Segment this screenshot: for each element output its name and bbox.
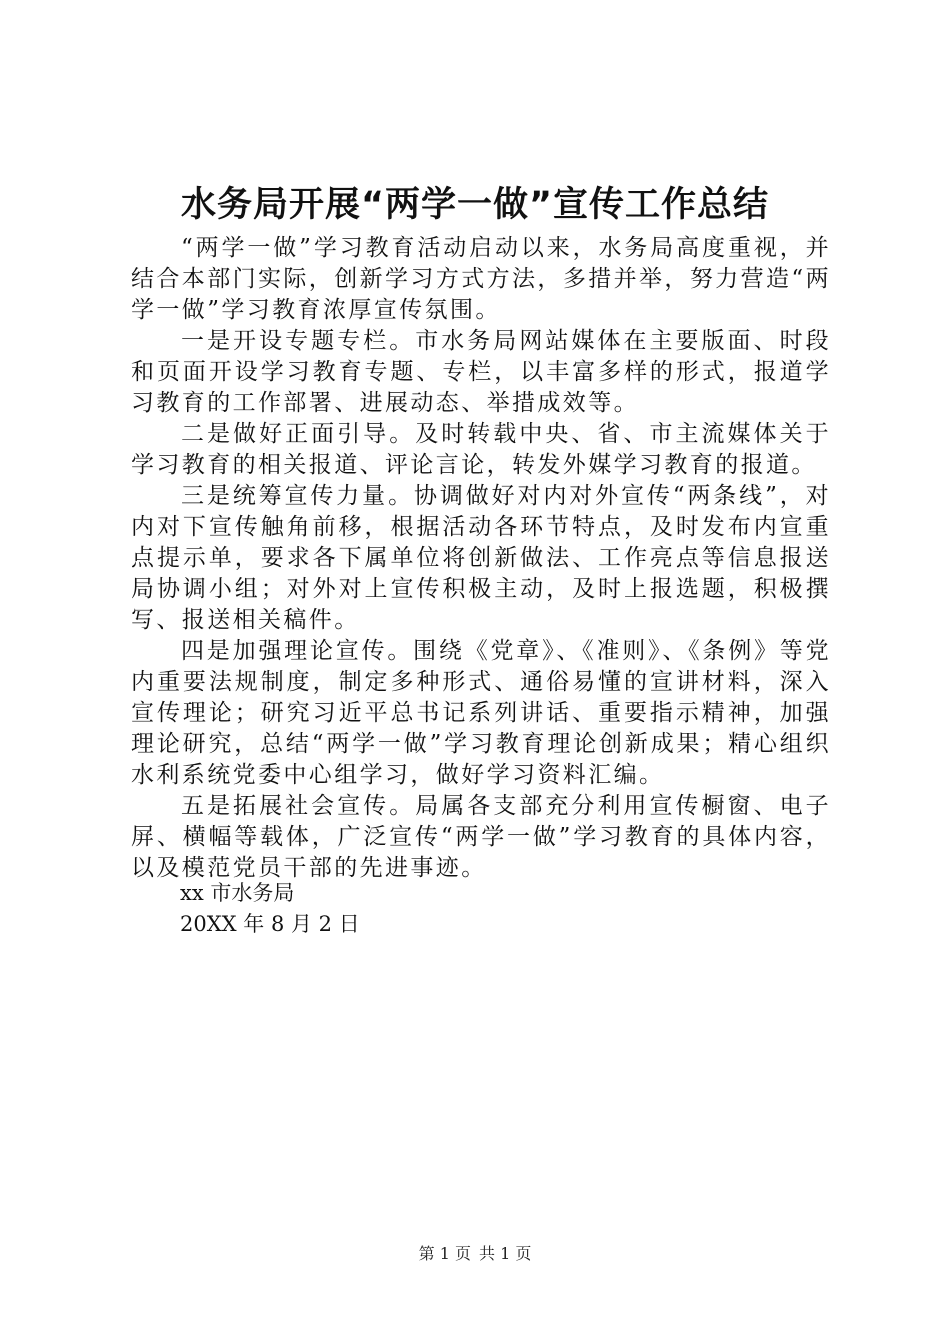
paragraph-theory-publicity: 四是加强理论宣传。围绕《党章》、《准则》、《条例》等党内重要法规制度，制定多种形式、通俗易懂的宣讲材料，深入宣传理论；研究习近平总书记系列讲话、重要指示精神，加强理论研究，总结“两学一做”学习教育理论创新成果；精心组织水利系统党委中心组学习，做好学习资料汇编。 <box>131 638 831 788</box>
document-body <box>131 233 831 884</box>
paragraph-coordinate-publicity: 三是统筹宣传力量。协调做好对内对外宣传“两条线”，对内对下宣传触角前移，根据活动各环节特点，及时发布内宣重点提示单，要求各下属单位将创新做法、工作亮点等信息报送局协调小组；对外对上宣传积极主动，及时上报选题，积极撰写、报送相关稿件。 <box>131 483 831 633</box>
paragraph-positive-guidance: 二是做好正面引导。及时转载中央、省、市主流媒体关于学习教育的相关报道、评论言论，转发外媒学习教育的报道。 <box>131 421 831 478</box>
paragraph-special-column: 一是开设专题专栏。市水务局网站媒体在主要版面、时段和页面开设学习教育专题、专栏，以丰富多样的形式，报道学习教育的工作部署、进展动态、举措成效等。 <box>131 328 831 416</box>
document-title: 水务局开展“两学一做”宣传工作总结 <box>180 185 769 225</box>
paragraph-intro: “两学一做”学习教育活动启动以来，水务局高度重视，并结合本部门实际，创新学习方式方法，多措并举，努力营造“两学一做”学习教育浓厚宣传氛围。 <box>131 235 831 323</box>
signature-date: 20XX 年 8 月 2 日 <box>180 912 360 936</box>
signature-organization: xx 市水务局 <box>180 881 295 905</box>
page-number-current: 第 1 页 <box>418 1244 471 1263</box>
signature-block <box>180 878 360 940</box>
paragraph-social-publicity: 五是拓展社会宣传。局属各支部充分利用宣传橱窗、电子屏、横幅等载体，广泛宣传“两学一做”学习教育的具体内容，以及模范党员干部的先进事迹。 <box>131 793 831 881</box>
page-number-total: 共 1 页 <box>479 1244 532 1263</box>
page-footer <box>0 1244 950 1264</box>
